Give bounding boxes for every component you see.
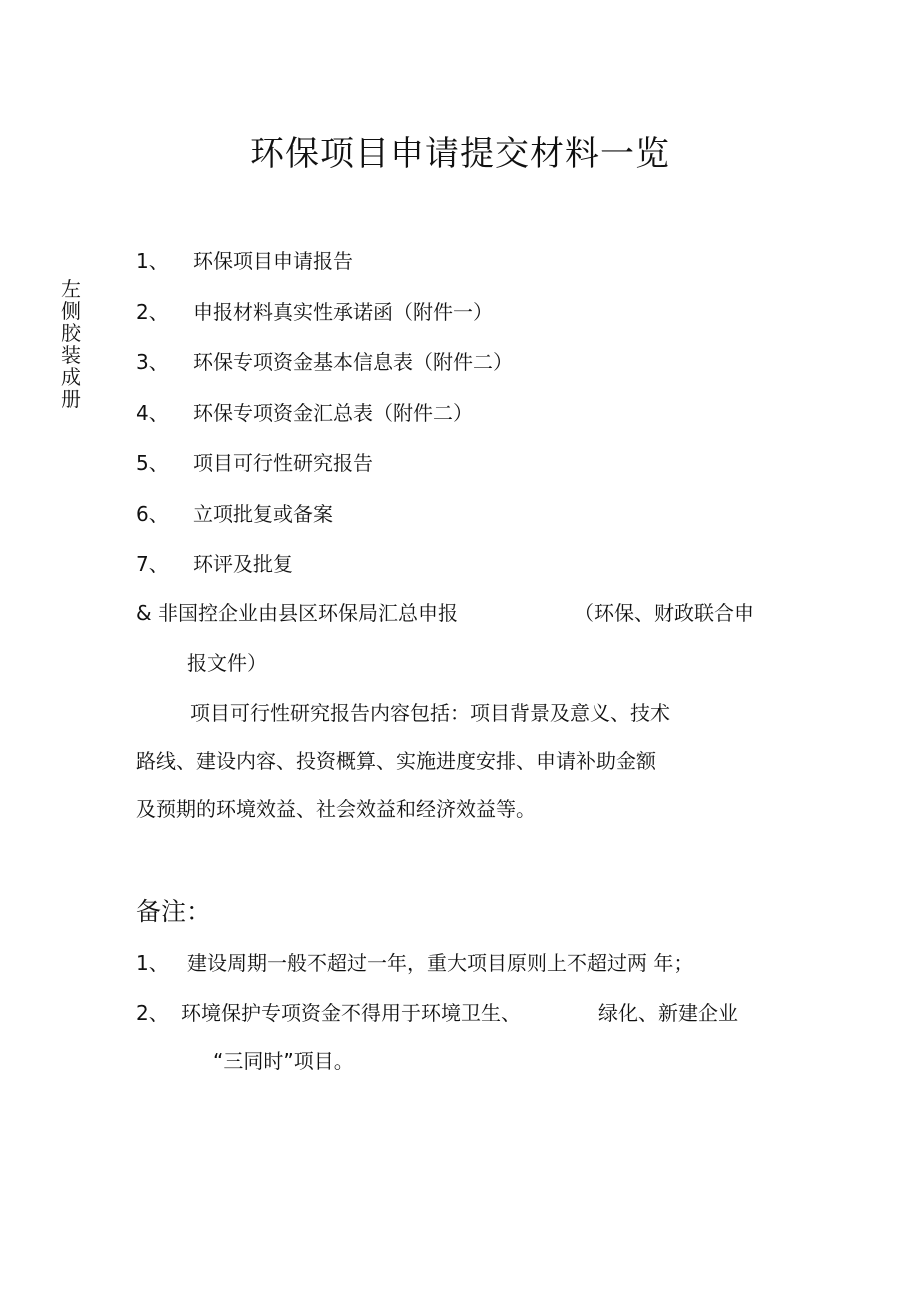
item-number: 2、	[136, 299, 169, 324]
item-number: 4、	[136, 400, 169, 425]
remarks-heading: 备注：	[136, 897, 212, 926]
item-text: 环保项目申请报告	[193, 249, 353, 273]
list-item	[136, 246, 513, 297]
list-item	[136, 549, 513, 600]
item-text: 项目可行性研究报告	[193, 451, 373, 475]
item-text: 申报材料真实性承诺函（附件一）	[193, 299, 493, 324]
item-text: 环保专项资金汇总表（附件二）	[193, 400, 473, 425]
item-8-part2: （环保、财政联合申	[574, 601, 754, 625]
list-item	[136, 398, 513, 449]
list-item	[136, 297, 513, 348]
page-title: 环保项目申请提交材料一览	[250, 134, 670, 174]
remark-1-number: 1、	[136, 951, 169, 975]
remark-2-part1: 环境保护专项资金不得用于环境卫生、	[181, 1001, 521, 1025]
list-item	[136, 499, 513, 550]
item-8-part1: & 非国控企业由县区环保局汇总申报	[136, 601, 458, 625]
remark-1-text: 建设周期一般不超过一年，重大项目原则上不超过两 年；	[187, 951, 694, 975]
feasibility-line-2: 路线、建设内容、投资概算、实施进度安排、申请补助金额	[136, 749, 656, 773]
item-number: 7、	[136, 552, 169, 576]
list-item	[136, 347, 513, 398]
materials-list	[136, 246, 513, 600]
remark-2-number: 2、	[136, 1001, 169, 1025]
feasibility-line-1: 项目可行性研究报告内容包括：项目背景及意义、技术	[190, 701, 670, 725]
item-text: 立项批复或备案	[193, 501, 333, 526]
item-number: 5、	[136, 451, 169, 475]
remark-2-part3: “三同时”项目。	[213, 1049, 354, 1073]
item-number: 1、	[136, 249, 169, 273]
item-text: 环评及批复	[193, 552, 293, 576]
feasibility-line-3: 及预期的环境效益、社会效益和经济效益等。	[136, 797, 536, 821]
item-8-part3: 报文件）	[187, 651, 267, 675]
item-text: 环保专项资金基本信息表（附件二）	[193, 350, 513, 374]
remark-2-part2: 绿化、新建企业	[598, 1001, 738, 1025]
binding-note: 左侧胶装成册	[61, 277, 81, 411]
list-item	[136, 448, 513, 499]
item-number: 6、	[136, 501, 169, 526]
item-number: 3、	[136, 350, 169, 374]
